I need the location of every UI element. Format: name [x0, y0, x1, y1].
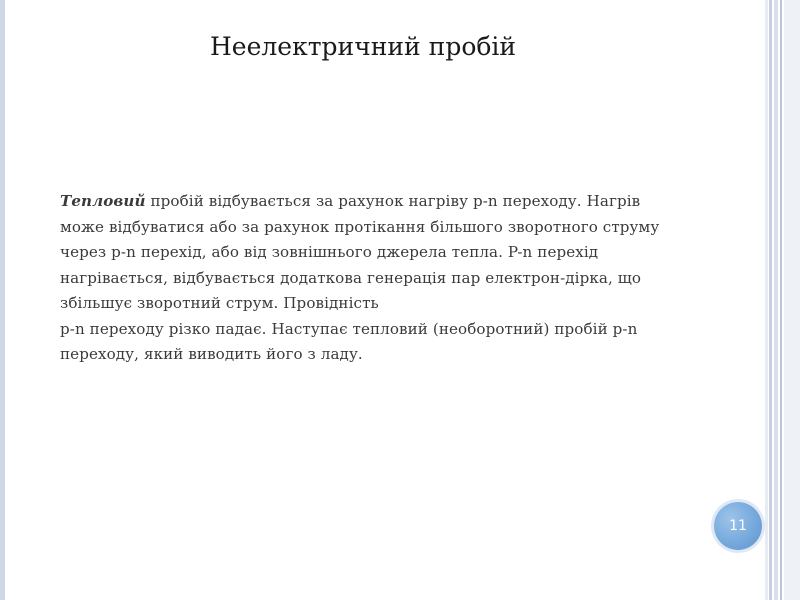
paragraph-line-1: [60, 189, 700, 215]
paragraph-line-7: переходу, який виводить його з ладу.: [60, 345, 363, 363]
paragraph-line-6: p-n переходу різко падає. Наступає тепловий (необоротний) пробій p-n: [60, 319, 638, 338]
paragraph-line-4: нагрівається, відбувається додаткова генерація пар електрон-дірка, що: [60, 268, 642, 287]
decorative-stripe: [784, 0, 800, 600]
paragraph-line-5: збільшує зворотний струм. Провідність: [60, 294, 379, 312]
paragraph-line-2: може відбуватися або за рахунок протікання більшого зворотного струму: [60, 217, 660, 236]
emphasized-term: Тепловий: [60, 192, 146, 210]
left-border: [0, 0, 5, 600]
page-number-badge: 11: [714, 502, 762, 550]
slide-title: Неелектричний пробій: [210, 32, 517, 61]
decorative-stripe: [774, 0, 778, 600]
decorative-stripe: [765, 0, 768, 600]
slide-paragraph: [60, 189, 700, 368]
paragraph-text: пробій відбувається за рахунок нагріву p-n переходу. Нагрів: [145, 192, 641, 210]
decorative-stripe: [780, 0, 782, 600]
decorative-stripe: [769, 0, 772, 600]
paragraph-line-3: через p-n перехід, або від зовнішнього джерела тепла. P-n перехід: [60, 243, 599, 261]
